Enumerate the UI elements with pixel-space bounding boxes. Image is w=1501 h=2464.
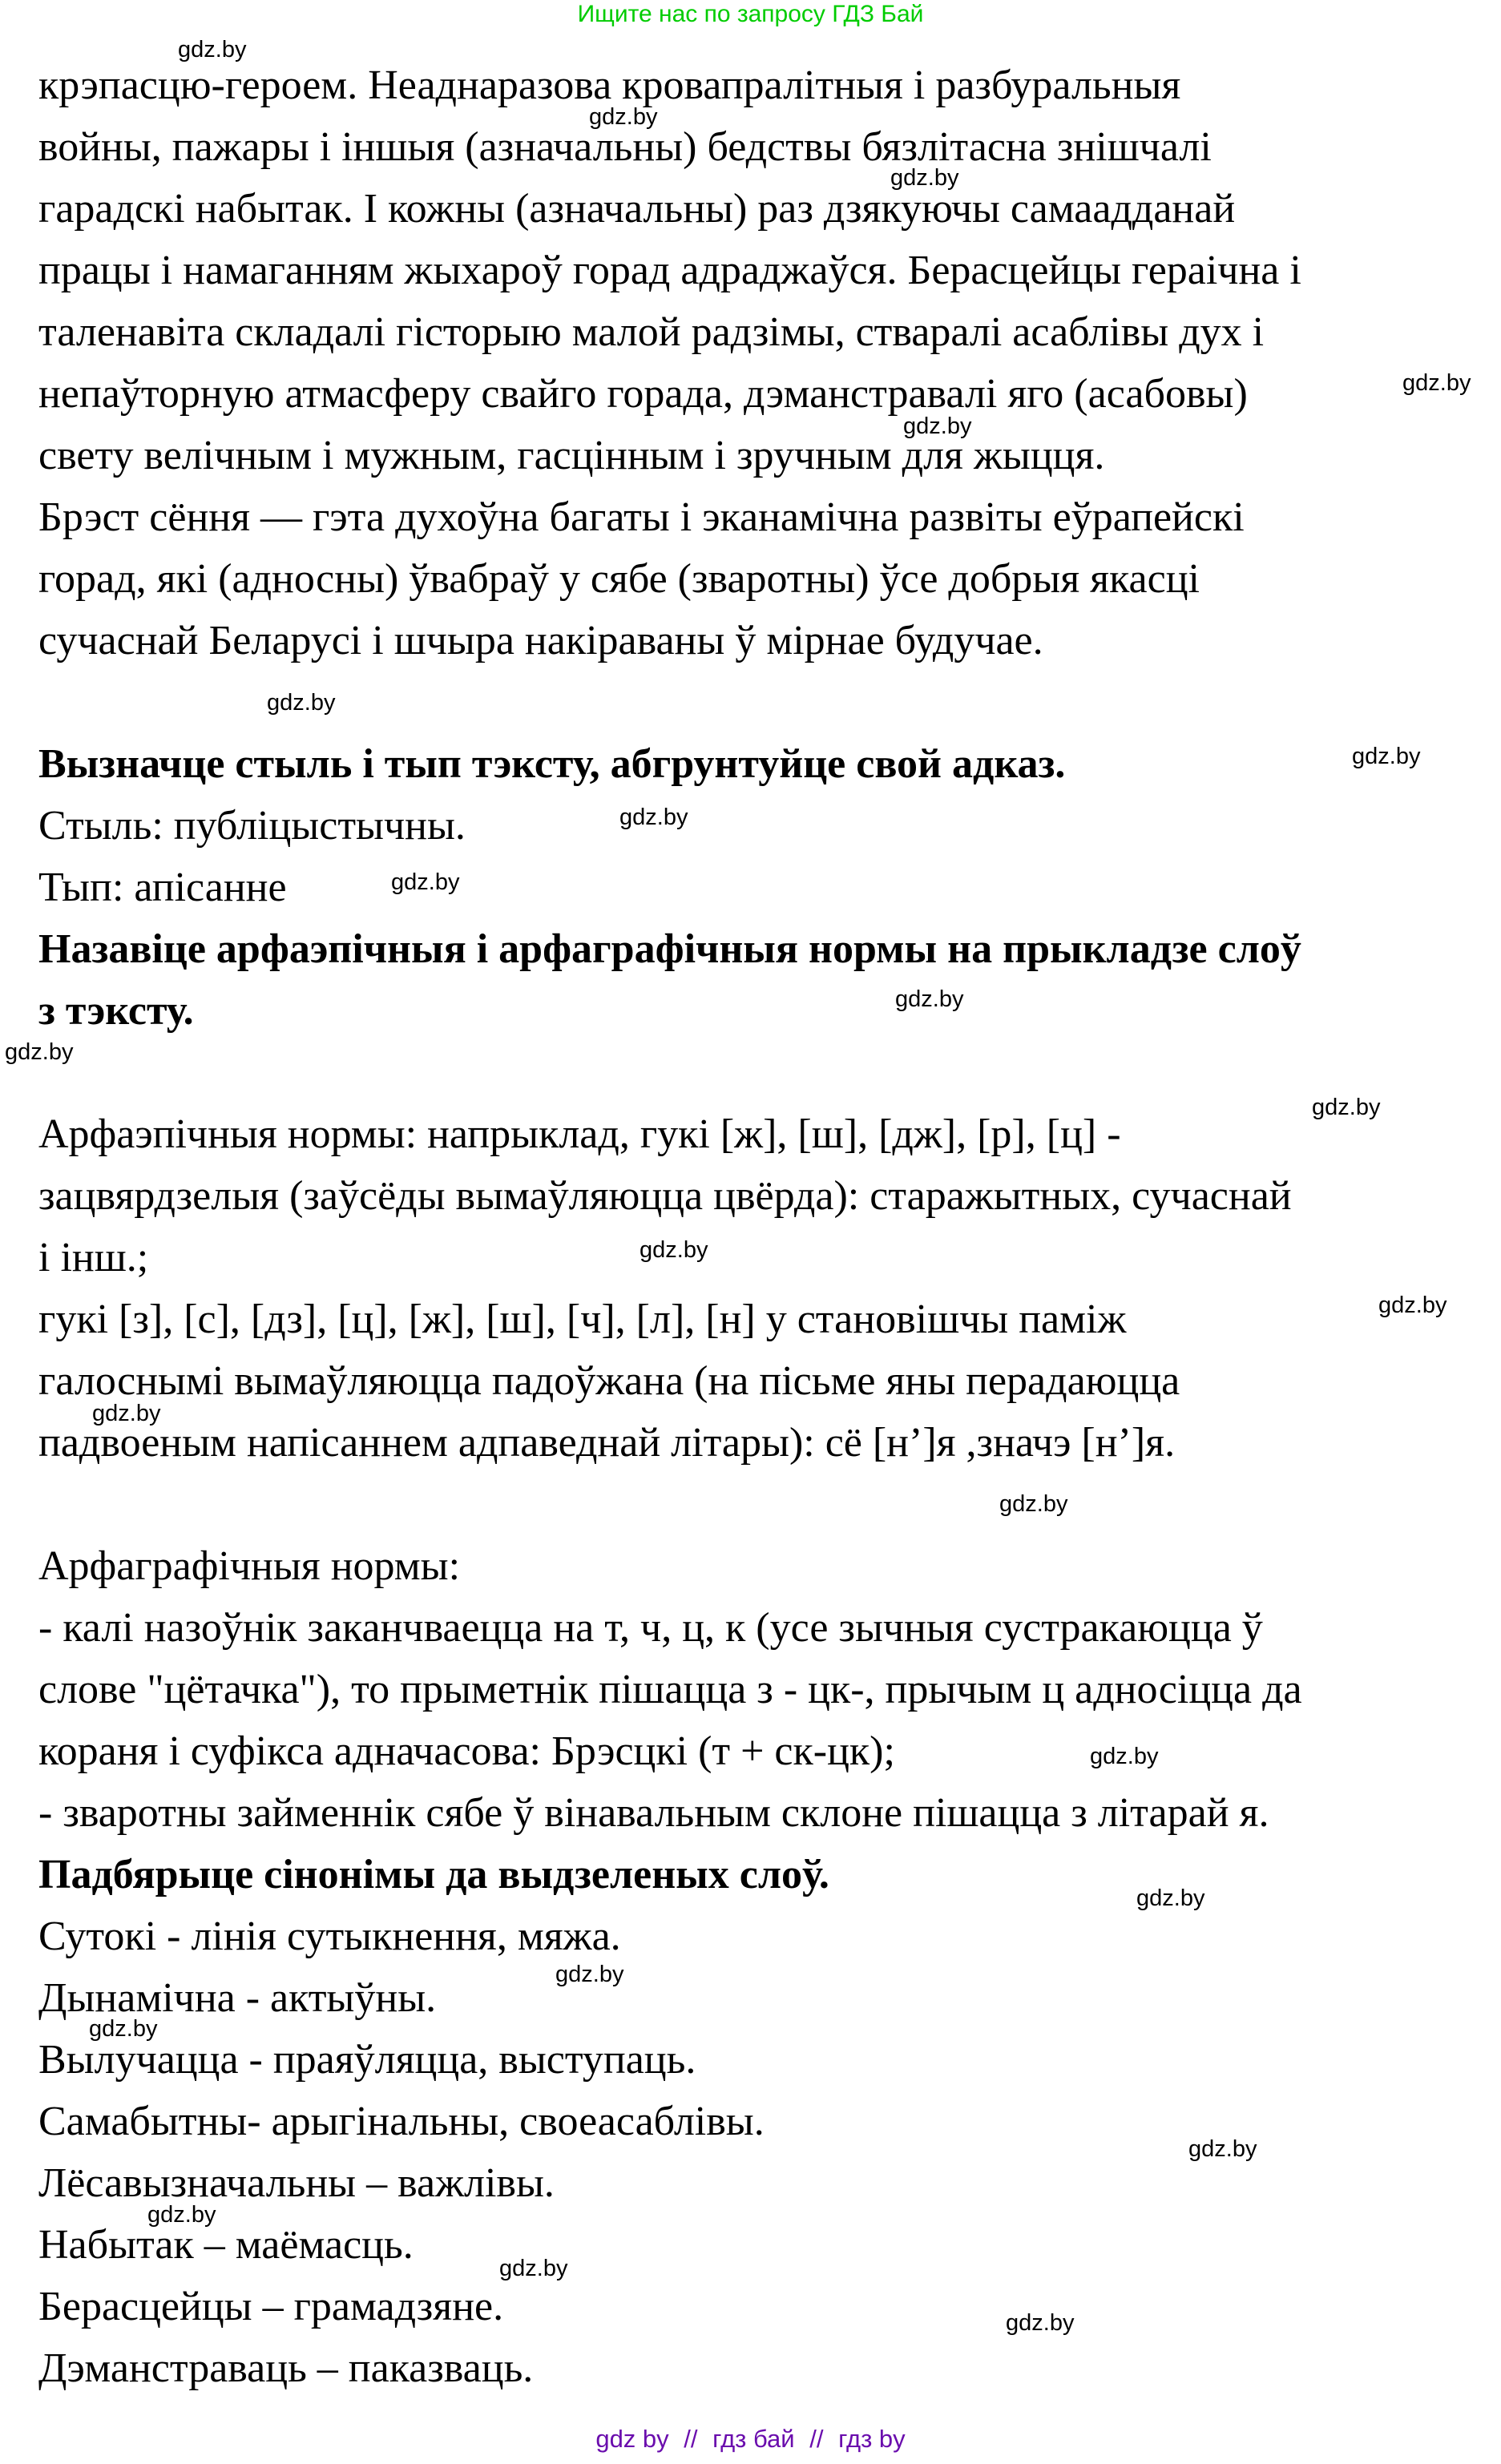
synonym-item: Вылучацца - праяўляцца, выступаць. xyxy=(38,2037,696,2083)
style-answer: Стыль: публіцыстычны. xyxy=(38,803,466,849)
text-line: Брэст сёння — гэта духоўна багаты і эканамічна развіты еўрапейскі xyxy=(38,494,1245,540)
watermark: gdz.by xyxy=(1312,1095,1381,1120)
section-heading-synonyms: Падбярыце сінонімы да выдзеленых слоў. xyxy=(38,1852,829,1897)
orthographic-line: - калі назоўнік заканчваецца на т, ч, ц, к (усе зычныя сустракаюцца ў xyxy=(38,1605,1263,1651)
watermark: gdz.by xyxy=(1402,370,1471,396)
orthoepic-line: і інш.; xyxy=(38,1235,149,1280)
watermark: gdz.by xyxy=(1136,1885,1205,1911)
synonym-item: Берасцейцы – грамадзяне. xyxy=(38,2284,504,2329)
watermark: gdz.by xyxy=(589,104,658,130)
orthoepic-line: гукі [з], [с], [дз], [ц], [ж], [ш], [ч], [л], [н] у становішчы паміж xyxy=(38,1297,1127,1342)
watermark: gdz.by xyxy=(5,1039,74,1065)
synonym-item: Лёсавызначальны – важлівы. xyxy=(38,2160,555,2206)
top-banner[interactable] xyxy=(0,0,1501,29)
orthoepic-line: падвоеным напісаннем адпаведнай літары): сё [н’]я ,значэ [н’]я. xyxy=(38,1420,1176,1466)
section-heading-style: Вызначце стыль і тып тэксту, абгрунтуйце свой адказ. xyxy=(38,741,1066,787)
watermark: gdz.by xyxy=(89,2016,158,2042)
banner-link[interactable]: Ищите нас по запросу ГДЗ Бай xyxy=(577,1,924,27)
orthographic-line: кораня і суфікса адначасова: Брэсцкі (т + ск-цк); xyxy=(38,1728,895,1774)
orthographic-line: Арфаграфічныя нормы: xyxy=(38,1543,461,1589)
watermark: gdz.by xyxy=(147,2202,216,2228)
orthographic-line: - зваротны займеннік сябе ў вінавальным склоне пішацца з літарай я. xyxy=(38,1790,1269,1836)
watermark: gdz.by xyxy=(640,1237,708,1263)
orthographic-line: слове "цётачка"), то прыметнік пішацца з - цк-, прычым ц адносіцца да xyxy=(38,1667,1302,1712)
text-line: таленавіта складалі гісторыю малой радзімы, стваралі асаблівы дух і xyxy=(38,309,1265,355)
watermark: gdz.by xyxy=(178,37,247,63)
text-line: гарадскі набытак. І кожны (азначальны) раз дзякуючы самаадданай xyxy=(38,186,1236,232)
watermark: gdz.by xyxy=(895,986,964,1012)
watermark: gdz.by xyxy=(999,1491,1068,1517)
footer-separator: // xyxy=(809,2425,824,2453)
orthoepic-line: зацвярдзелыя (заўсёды вымаўляюцца цвёрда): старажытных, сучаснай xyxy=(38,1173,1292,1219)
text-line: горад, які (адносны) ўвабраў у сябе (зваротны) ўсе добрыя якасці xyxy=(38,556,1200,602)
type-answer: Тып: апісанне xyxy=(38,865,287,910)
watermark: gdz.by xyxy=(499,2256,568,2281)
text-line: сучаснай Беларусі і шчыра накіраваны ў мірнае будучае. xyxy=(38,618,1043,663)
synonym-item: Самабытны- арыгінальны, своеасаблівы. xyxy=(38,2099,765,2144)
watermark: gdz.by xyxy=(1006,2310,1075,2336)
footer-link-gdz-by[interactable]: gdz by xyxy=(595,2425,669,2453)
footer-link-gdz-bai[interactable]: гдз бай xyxy=(712,2425,795,2453)
footer-links xyxy=(0,2425,1501,2454)
watermark: gdz.by xyxy=(1188,2136,1257,2162)
synonym-item: Дынамічна - актыўны. xyxy=(38,1975,437,2021)
text-line: войны, пажары і іншыя (азначальны) бедствы бязлітасна знішчалі xyxy=(38,124,1212,170)
watermark: gdz.by xyxy=(1352,744,1421,769)
watermark: gdz.by xyxy=(391,869,460,895)
text-line: свету велічным і мужным, гасцінным і зручным для жыцця. xyxy=(38,433,1105,478)
watermark: gdz.by xyxy=(890,165,959,191)
watermark: gdz.by xyxy=(92,1401,161,1426)
orthoepic-line: галоснымі вымаўляюцца падоўжана (на пісьме яны перадаюцца xyxy=(38,1358,1180,1404)
watermark: gdz.by xyxy=(267,690,336,716)
text-line: працы і намаганням жыхароў горад адраджаўся. Берасцейцы гераічна і xyxy=(38,248,1301,293)
orthoepic-line: Арфаэпічныя нормы: напрыклад, гукі [ж], [ш], [дж], [р], [ц] - xyxy=(38,1111,1121,1157)
watermark: gdz.by xyxy=(619,805,688,830)
synonym-item: Сутокі - лінія сутыкнення, мяжа. xyxy=(38,1914,621,1959)
synonym-item: Дэманстраваць – паказваць. xyxy=(38,2345,534,2391)
synonym-item: Набытак – маёмасць. xyxy=(38,2222,414,2268)
footer-link-gdz-by-2[interactable]: гдз by xyxy=(838,2425,906,2453)
watermark: gdz.by xyxy=(903,413,972,439)
section-heading-norms: Назавіце арфаэпічныя і арфаграфічныя нормы на прыкладзе слоў xyxy=(38,926,1301,972)
watermark: gdz.by xyxy=(1090,1744,1159,1769)
text-line: непаўторную атмасферу свайго горада, дэманстравалі яго (асабовы) xyxy=(38,371,1248,417)
footer-separator: // xyxy=(684,2425,698,2453)
watermark: gdz.by xyxy=(555,1962,624,1987)
watermark: gdz.by xyxy=(1378,1292,1447,1318)
section-heading-norms: з тэксту. xyxy=(38,988,194,1034)
text-line: крэпасцю-героем. Неаднаразова кровапралітныя і разбуральныя xyxy=(38,63,1181,108)
